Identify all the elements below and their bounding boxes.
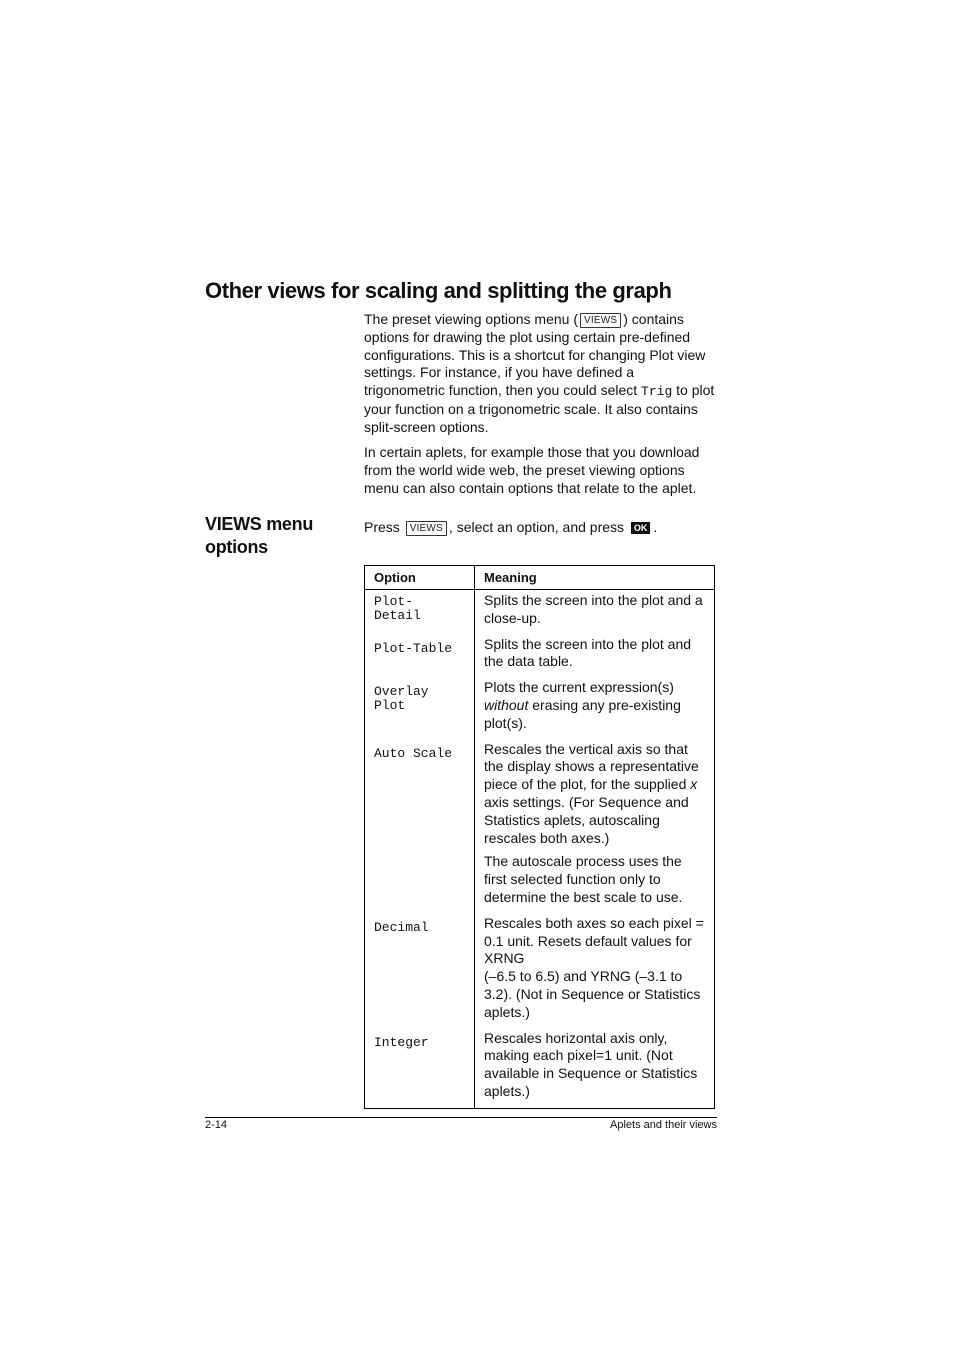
table-header-row — [365, 566, 715, 590]
meaning-cell — [475, 634, 715, 678]
meaning-text-part: (–6.5 to 6.5) and YRNG (–3.1 to 3.2). (Not in Sequence or Statistics aplets.) — [484, 968, 701, 1020]
chapter-title: Aplets and their views — [610, 1119, 717, 1131]
meaning-cell — [475, 677, 715, 738]
option-cell: Overlay Plot — [365, 677, 475, 738]
trig-option: Trig — [641, 384, 673, 400]
option-cell: Plot-Table — [365, 634, 475, 678]
intro-text: The preset viewing options menu ( — [364, 311, 578, 327]
meaning-text — [484, 915, 705, 1022]
option-cell: Decimal — [365, 913, 475, 1028]
column-header-meaning: Meaning — [475, 566, 715, 590]
press-text: , select an option, and press — [448, 519, 628, 535]
meaning-cell — [475, 590, 715, 634]
intro-paragraph — [364, 311, 716, 437]
page-number: 2-14 — [205, 1119, 228, 1131]
press-text: Press — [364, 519, 404, 535]
table-row — [365, 634, 715, 678]
intro-text: ) contains options for drawing the plot using certain pre-defined configurations. This is a shortcut for changing Plot view settings. For instance, if you have defined a trigonometric function, then you could select — [364, 311, 706, 399]
table-row — [365, 677, 715, 738]
views-options-table — [364, 565, 715, 1109]
meaning-text: Splits the screen into the plot and a close-up. — [484, 592, 703, 626]
press-text: . — [653, 519, 658, 535]
meaning-text-part: axis settings. (For Sequence and Statistics aplets, autoscaling rescales both axes.) — [484, 793, 689, 846]
option-cell: Integer — [365, 1028, 475, 1109]
option-cell: Auto Scale — [365, 739, 475, 913]
meaning-emphasis: without — [484, 696, 529, 713]
meaning-note: The autoscale process uses the first selected function only to determine the best scale to use. — [484, 853, 683, 905]
footer-rule — [205, 1117, 717, 1118]
table-row — [365, 913, 715, 1028]
table-row — [365, 1028, 715, 1109]
meaning-text: Splits the screen into the plot and the data table. — [484, 635, 692, 670]
table-row — [365, 739, 715, 913]
views-key: VIEWS — [580, 313, 621, 328]
meaning-text: Rescales horizontal axis only, making each pixel=1 unit. (Not available in Sequence or Statistics aplets.) — [484, 1029, 698, 1099]
ok-softkey: OK — [631, 522, 651, 534]
aplets-paragraph: In certain aplets, for example those that you download from the world wide web, the preset viewing options menu can also contain options that relate to the aplet. — [364, 444, 700, 496]
meaning-cell — [475, 1028, 715, 1109]
intro-text: to plot your function on a trigonometric scale. It also contains split-screen options. — [364, 382, 715, 435]
section-heading: VIEWS menu options — [205, 514, 314, 557]
meaning-text — [484, 741, 705, 848]
meaning-text-part: Rescales both axes so each pixel = 0.1 unit. Resets default values for XRNG — [484, 914, 704, 967]
meaning-cell — [475, 913, 715, 1028]
meaning-text-part: Plots the current expression(s) — [484, 679, 674, 696]
option-cell: Plot- Detail — [365, 590, 475, 634]
views-key: VIEWS — [406, 521, 447, 536]
column-header-option: Option — [365, 566, 475, 590]
meaning-emphasis: x — [690, 776, 698, 793]
press-instruction — [364, 519, 716, 537]
meaning-text-part: Rescales the vertical axis so that the display shows a representative piece of the plot, for the supplied — [484, 740, 699, 793]
meaning-text — [484, 679, 705, 732]
table-row — [365, 590, 715, 634]
meaning-text-part: erasing any pre-existing plot(s). — [484, 696, 681, 731]
meaning-cell — [475, 739, 715, 913]
page-title: Other views for scaling and splitting the graph — [205, 278, 672, 303]
